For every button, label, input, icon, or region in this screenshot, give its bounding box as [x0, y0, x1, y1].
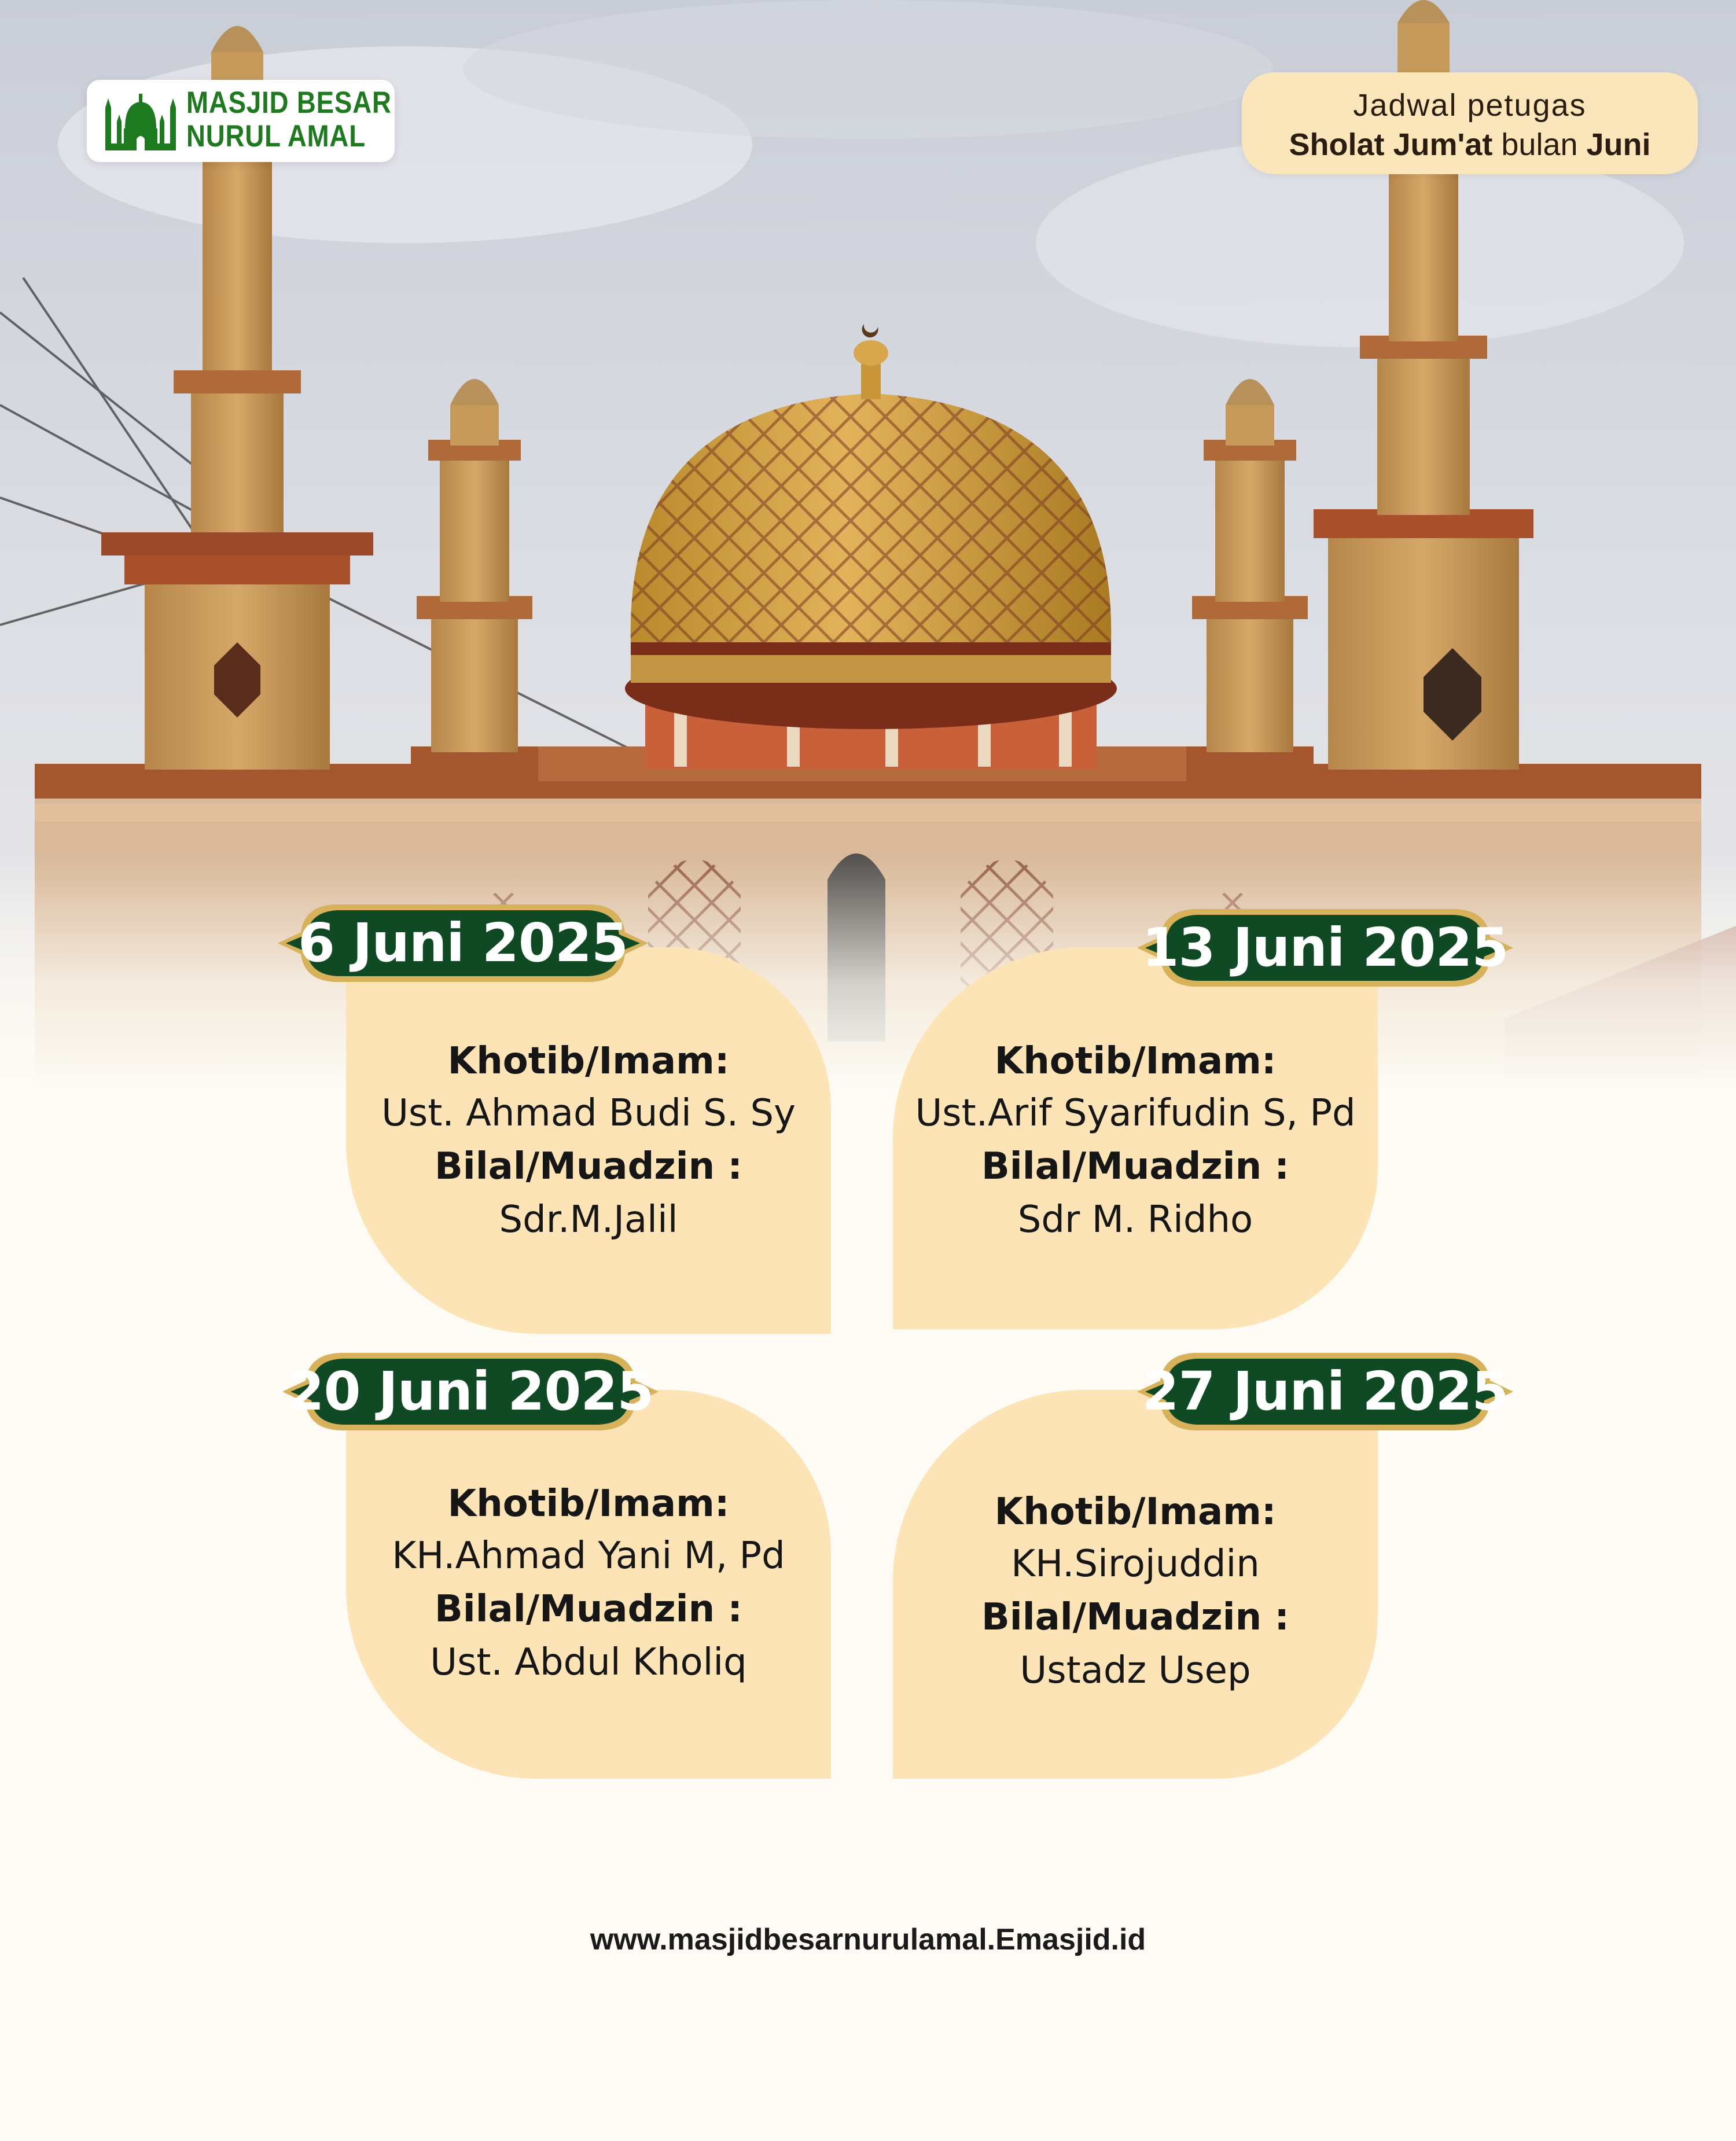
- schedule-card-3: [346, 1390, 831, 1779]
- mosque-icon: [103, 90, 178, 153]
- date-banner-1: [278, 900, 648, 987]
- logo-text-line1: MASJID BESAR: [186, 86, 392, 120]
- bilal-name: Sdr.M.Jalil: [499, 1198, 678, 1241]
- schedule-heading-badge: [1242, 72, 1698, 174]
- heading-line1: Jadwal petugas: [1353, 88, 1587, 123]
- date-banner-4: [1137, 1348, 1513, 1435]
- schedule-card-1: [346, 947, 831, 1334]
- date-label: 27 Juni 2025: [1142, 1360, 1509, 1422]
- date-label: 13 Juni 2025: [1142, 917, 1509, 978]
- heading-prayer-name: Sholat Jum'at: [1289, 127, 1493, 162]
- website-url[interactable]: www.masjidbesarnurulamal.Emasjid.id: [590, 1923, 1146, 1956]
- khotib-label: Khotib/Imam:: [994, 1491, 1277, 1533]
- khotib-label: Khotib/Imam:: [447, 1040, 730, 1083]
- logo-text-line2: NURUL AMAL: [186, 119, 366, 153]
- bilal-name: Sdr M. Ridho: [1017, 1198, 1253, 1241]
- khotib-name: KH.Ahmad Yani M, Pd: [392, 1535, 785, 1577]
- date-banner-3: [282, 1348, 659, 1435]
- heading-line2: [1242, 127, 1698, 163]
- bilal-label: Bilal/Muadzin :: [434, 1588, 743, 1631]
- khotib-name: KH.Sirojuddin: [1011, 1543, 1260, 1585]
- bilal-name: Ustadz Usep: [1020, 1649, 1251, 1692]
- schedule-card-4: [893, 1390, 1378, 1779]
- date-label: 6 Juni 2025: [298, 912, 628, 974]
- schedule-card-2: [893, 947, 1378, 1329]
- khotib-name: Ust.Arif Syarifudin S, Pd: [915, 1092, 1356, 1135]
- date-label: 20 Juni 2025: [287, 1360, 654, 1422]
- khotib-label: Khotib/Imam:: [994, 1040, 1277, 1083]
- khotib-name: Ust. Ahmad Budi S. Sy: [381, 1092, 796, 1135]
- date-banner-2: [1137, 904, 1513, 991]
- bilal-label: Bilal/Muadzin :: [434, 1145, 743, 1188]
- heading-mid-text: bulan: [1492, 127, 1587, 162]
- bilal-label: Bilal/Muadzin :: [981, 1145, 1290, 1188]
- khotib-label: Khotib/Imam:: [447, 1482, 730, 1525]
- bilal-name: Ust. Abdul Kholiq: [430, 1641, 747, 1684]
- masjid-logo: [87, 80, 395, 162]
- bilal-label: Bilal/Muadzin :: [981, 1596, 1290, 1639]
- heading-month: Juni: [1586, 127, 1651, 162]
